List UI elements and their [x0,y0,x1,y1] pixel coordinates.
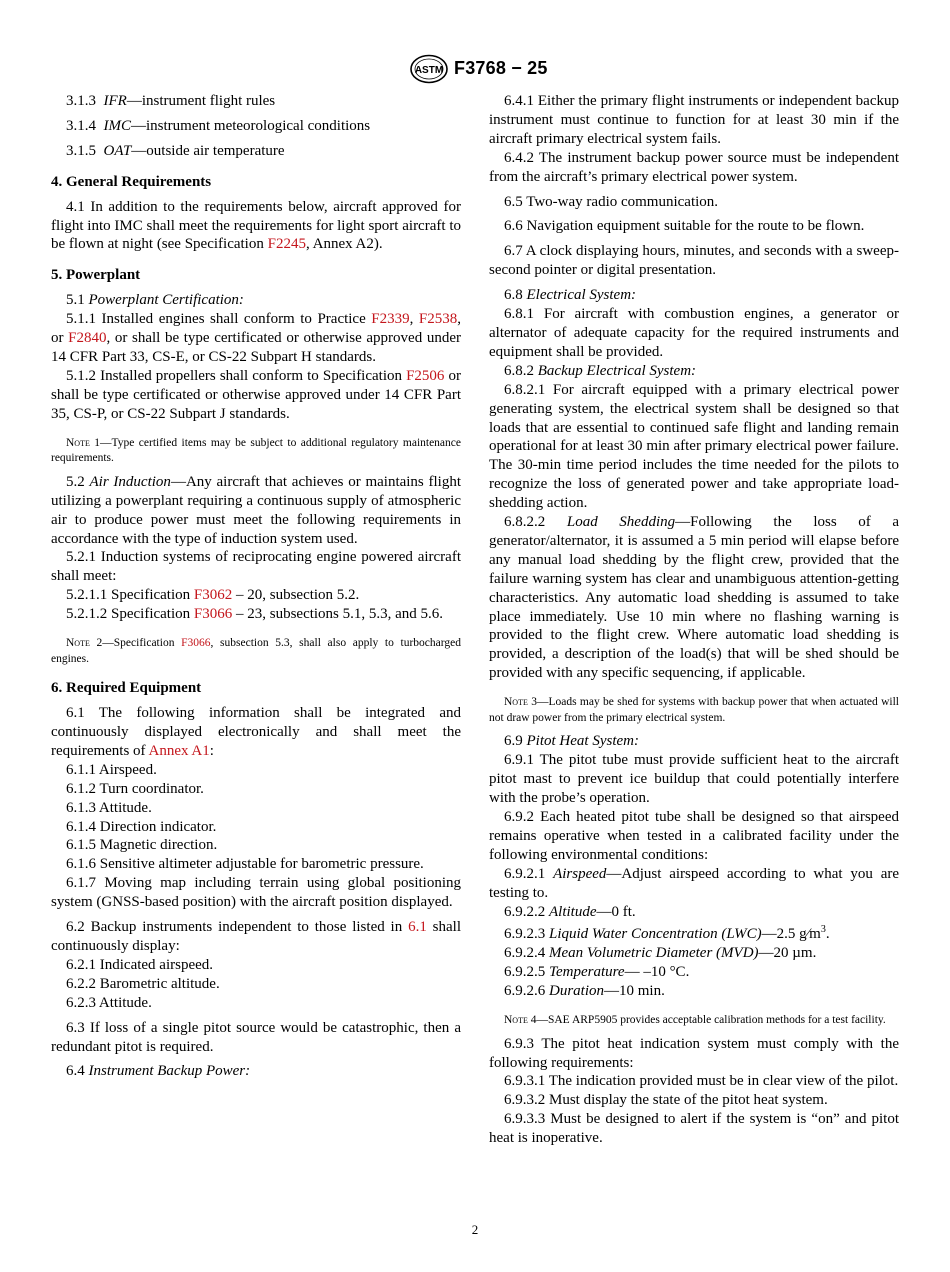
link-f2245[interactable]: F2245 [267,236,306,253]
paragraph-6-9-3-2: 6.9.3.2 Must display the state of the pitot heat system. [504,1092,828,1109]
paragraph-6-1: 6.1 The following information shall be integrated and continuously displayed electronically and shall meet the requirements of Annex A1: [51,705,461,759]
paragraph-6-2: 6.2 Backup instruments independent to those listed in 6.1 shall continuously display: [51,919,461,954]
page-number: 2 [471,1222,479,1237]
list-item-6-1-6: 6.1.6 Sensitive altimeter adjustable for barometric pressure. [66,856,424,873]
paragraph-6-7: 6.7 A clock displaying hours, minutes, and seconds with a sweep-second pointer or digital presentation. [489,243,899,279]
paragraph-6-4-1: 6.4.1 Either the primary flight instruments or independent backup instrument must continue to function for at least 30 min if the aircraft primary electrical system fails. [489,93,899,147]
paragraph-6-8-2: 6.8.2 Backup Electrical System: [504,362,697,379]
paragraph-5-1: 5.1 Powerplant Certification: [66,292,244,309]
document-id: F3768 − 25 [454,58,548,78]
list-item-6-1-1: 6.1.1 Airspeed. [66,761,157,778]
list-item-6-1-2: 6.1.2 Turn coordinator. [66,780,204,797]
paragraph-6-9-2-1: 6.9.2.1 Airspeed—Adjust airspeed according to what you are testing to. [489,865,900,901]
section-heading-6: 6. Required Equipment [51,680,202,697]
paragraph-6-9-2-3: 6.9.2.3 Liquid Water Concentration (LWC)—2.5 $g⁄m^3$. [504,924,830,943]
link-f2538[interactable]: F2538 [418,311,458,328]
paragraph-6-9-3-3: 6.9.3.3 Must be designed to alert if the system is “on” and pitot heat is inoperative. [489,1111,899,1147]
list-item-6-2-1: 6.2.1 Indicated airspeed. [66,956,214,973]
note-2: Note 2—Specification F3066, subsection 5.3, shall also apply to turbocharged engines. [51,637,461,665]
paragraph-6-9: 6.9 Pitot Heat System: [504,733,639,750]
left-column [51,92,461,1081]
paragraph-6-8: 6.8 Electrical System: [504,287,637,304]
list-item-6-1-4: 6.1.4 Direction indicator. [66,818,217,835]
paragraph-6-8-1: 6.8.1 For aircraft with combustion engines, a generator or alternator of adequate capacity for the required instruments and equipment shall be provided. [489,306,899,360]
link-6-1[interactable]: 6.1 [408,919,427,936]
paragraph-6-9-3: 6.9.3 The pitot heat indication system must comply with the following requirements: [489,1035,899,1071]
astm-logo-icon [409,54,449,84]
paragraph-6-1-7: 6.1.7 Moving map including terrain using global positioning system (GNSS-based position) with the aircraft position displayed. [51,875,461,911]
paragraph-5-2-1-1: 5.2.1.1 Specification F3062 – 20, subsection 5.2. [66,587,360,604]
paragraph-6-9-2-4: 6.9.2.4 Mean Volumetric Diameter (MVD)—20 µm. [504,945,817,962]
link-f3066[interactable]: F3066 [193,606,233,623]
paragraph-6-5: 6.5 Two-way radio communication. [504,193,719,210]
definition-3-1-4: 3.1.4 IMC—instrument meteorological conditions [66,117,371,134]
section-heading-5: 5. Powerplant [51,267,141,284]
paragraph-6-4-2: 6.4.2 The instrument backup power source must be independent from the aircraft’s primary electrical power system. [489,149,899,185]
paragraph-5-1-1: 5.1.1 Installed engines shall conform to Practice F2339, F2538, or F2840, or shall be type certificated or otherwise approved under 14 CFR Part 33, CS-E, or CS-22 Subpart H standards. [51,311,462,365]
paragraph-6-9-2-5: 6.9.2.5 Temperature— –10 °C. [504,964,690,981]
paragraph-6-9-2-6: 6.9.2.6 Duration—10 min. [504,983,665,1000]
note-2-link-f3066[interactable]: F3066 [181,637,211,650]
paragraph-5-1-2: 5.1.2 Installed propellers shall conform to Specification F2506 or shall be type certificated or otherwise approved under 14 CFR Part 35, CS-P, or CS-22 Subpart J standards. [51,367,461,422]
right-column [489,92,899,1148]
link-f2339[interactable]: F2339 [371,311,410,328]
note-4: Note 4—SAE ARP5905 provides acceptable calibration methods for a test facility. [504,1014,886,1027]
page-header [0,54,950,86]
link-f3062[interactable]: F3062 [193,587,233,604]
paragraph-6-6: 6.6 Navigation equipment suitable for the route to be flown. [504,218,865,235]
paragraph-6-9-3-1: 6.9.3.1 The indication provided must be in clear view of the pilot. [504,1073,899,1090]
section-heading-4: 4. General Requirements [51,173,212,190]
note-1: Note 1—Type certified items may be subject to additional regulatory maintenance requirements. [51,436,461,465]
list-item-6-1-3: 6.1.3 Attitude. [66,799,152,816]
link-annex-a1[interactable]: Annex A1 [148,742,210,759]
paragraph-6-9-2-2: 6.9.2.2 Altitude—0 ft. [504,903,636,920]
link-f2840[interactable]: F2840 [68,330,107,347]
definition-3-1-5: 3.1.5 OAT—outside air temperature [66,142,285,159]
paragraph-6-3: 6.3 If loss of a single pitot source would be catastrophic, then a redundant pitot is required. [51,1019,461,1055]
paragraph-6-8-2-2: 6.8.2.2 Load Shedding—Following the loss of a generator/alternator, it is assumed a 5 min period will elapse before any manual load shedding by the flight crew, provided that the failure warning system has clear and unambiguous attention-getting characteristics. Any automatic load shedding is assumed to take place immediately. Use 10 min where no flashing warning is provided to the flight crew. Where automatic load shedding is provided, a description of the load(s) that will be shed should be provided with any specific sequencing, if applicable. [489,514,900,682]
paragraph-6-8-2-1: 6.8.2.1 For aircraft equipped with a primary electrical power generating system, the electrical system shall be designed so that loads that are essential to continued safe flight and landing remain operational for at least 30 min after primary electrical power failure. The 30-min time period includes the time needed for the pilots to recognize the loss of generated power and take appropriate load-shedding action. [489,381,899,512]
paragraph-5-2-1: 5.2.1 Induction systems of reciprocating engine powered aircraft shall meet: [51,549,461,585]
list-item-6-2-2: 6.2.2 Barometric altitude. [66,975,220,992]
paragraph-5-2: 5.2 Air Induction—Any aircraft that achieves or maintains flight utilizing a powerplant requiring a continuous supply of atmospheric air to produce power must meet the following requirements in accordance with the type of induction system used. [51,473,462,547]
definition-3-1-3: 3.1.3 IFR—instrument flight rules [66,93,276,109]
link-f2506[interactable]: F2506 [406,367,445,384]
logo-text: ASTM [414,65,444,76]
list-item-6-2-3: 6.2.3 Attitude. [66,994,152,1011]
paragraph-6-9-1: 6.9.1 The pitot tube must provide sufficient heat to the aircraft pitot mast to prevent ice buildup that could potentially interfere with the probe’s operation. [489,752,899,807]
paragraph-5-2-1-2: 5.2.1.2 Specification F3066 – 23, subsections 5.1, 5.3, and 5.6. [66,606,444,623]
note-3: Note 3—Loads may be shed for systems with backup power that when actuated will not draw power from the primary electrical system. [489,696,899,724]
paragraph-4-1: 4.1 In addition to the requirements below, aircraft approved for flight into IMC shall meet the requirements for light sport aircraft to be flown at night (see Specification F2245, Annex A2). [51,198,461,253]
list-item-6-1-5: 6.1.5 Magnetic direction. [66,837,218,854]
paragraph-6-4: 6.4 Instrument Backup Power: [66,1063,251,1080]
paragraph-6-9-2: 6.9.2 Each heated pitot tube shall be designed so that airspeed remains operative when tested in a calibrated facility under the following environmental conditions: [489,809,899,863]
